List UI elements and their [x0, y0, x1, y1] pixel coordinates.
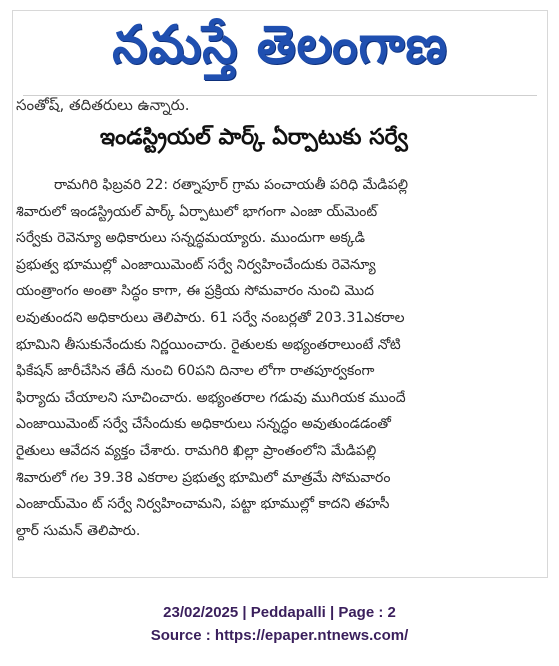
body-line: ఫికేషన్ జారీచేసిన తేదీ నుంచి 60పని దినాల లోగా రాతపూర్వకంగా [16, 363, 375, 380]
source-link[interactable]: Source : https://epaper.ntnews.com/ [150, 627, 409, 644]
masthead [13, 11, 547, 91]
body-line: శివారులో ఇండస్ట్రియల్ పార్క్ ఏర్పాటులో భాగంగా ఎంజా య్‌మెంట్ [16, 203, 378, 220]
article-headline: ఇండస్ట్రియల్ పార్క్ ఏర్పాటుకు సర్వే [100, 125, 408, 150]
body-line: ప్రభుత్వ భూముల్లో ఎంజాయిమెంట్ సర్వే నిర్వహించేందుకు రెవెన్యూ [16, 256, 376, 273]
body-line: ఎంజాయిమెంట్ సర్వే చేసేందుకు అధికారులు సన్నద్ధం అవుతుండడంతో [16, 416, 391, 433]
edition-info: 23/02/2025 | Peddapalli | Page : 2 [163, 604, 396, 621]
carry-over-text: సంతోష్, తదితరులు ఉన్నారు. [16, 96, 190, 114]
body-line: శివారులో గల 39.38 ఎకరాల ప్రభుత్వ భూమిలో మాత్రమే సోమవారం [16, 469, 391, 486]
body-line: భూమిని తీసుకునేందుకు నిర్ణయించారు. రైతులకు అభ్యంతరాలుంటే నోటి [16, 336, 401, 353]
body-line: ఫిర్యాదు చేయాలని సూచించారు. అభ్యంతరాల గడువు ముగియక ముందే [16, 389, 406, 406]
body-line: లవుతుందని అధికారులు తెలిపారు. 61 సర్వే నంబర్లతో 203.31ఎకరాల [16, 309, 405, 326]
body-line: యంత్రాంగం అంతా సిద్ధం కాగా, ఈ ప్రక్రియ సోమవారం నుంచి మొద [16, 283, 375, 300]
newspaper-logo: నమస్తే తెలంగాణ [112, 13, 448, 75]
body-line: రైతులు ఆవేదన వ్యక్తం చేశారు. రామగిరి ఖిల్లా ప్రాంతంలోని మేడిపల్లి [16, 442, 377, 459]
body-line: ఎంజాయ్‌మెం ట్ సర్వే నిర్వహించామని, పట్టా భూముల్లో కాదని తహసీ [16, 496, 390, 513]
body-line: ల్దార్ సుమన్ తెలిపారు. [16, 522, 141, 539]
article-body [16, 172, 520, 544]
body-line: సర్వేకు రెవెన్యూ అధికారులు సన్నద్ధమయ్యారు. ముందుగా అక్కడి [16, 230, 365, 247]
body-line: రామగిరి ఫిబ్రవరి 22: రత్నాపూర్ గ్రామ పంచాయతీ పరిధి మేడిపల్లి [54, 177, 408, 193]
